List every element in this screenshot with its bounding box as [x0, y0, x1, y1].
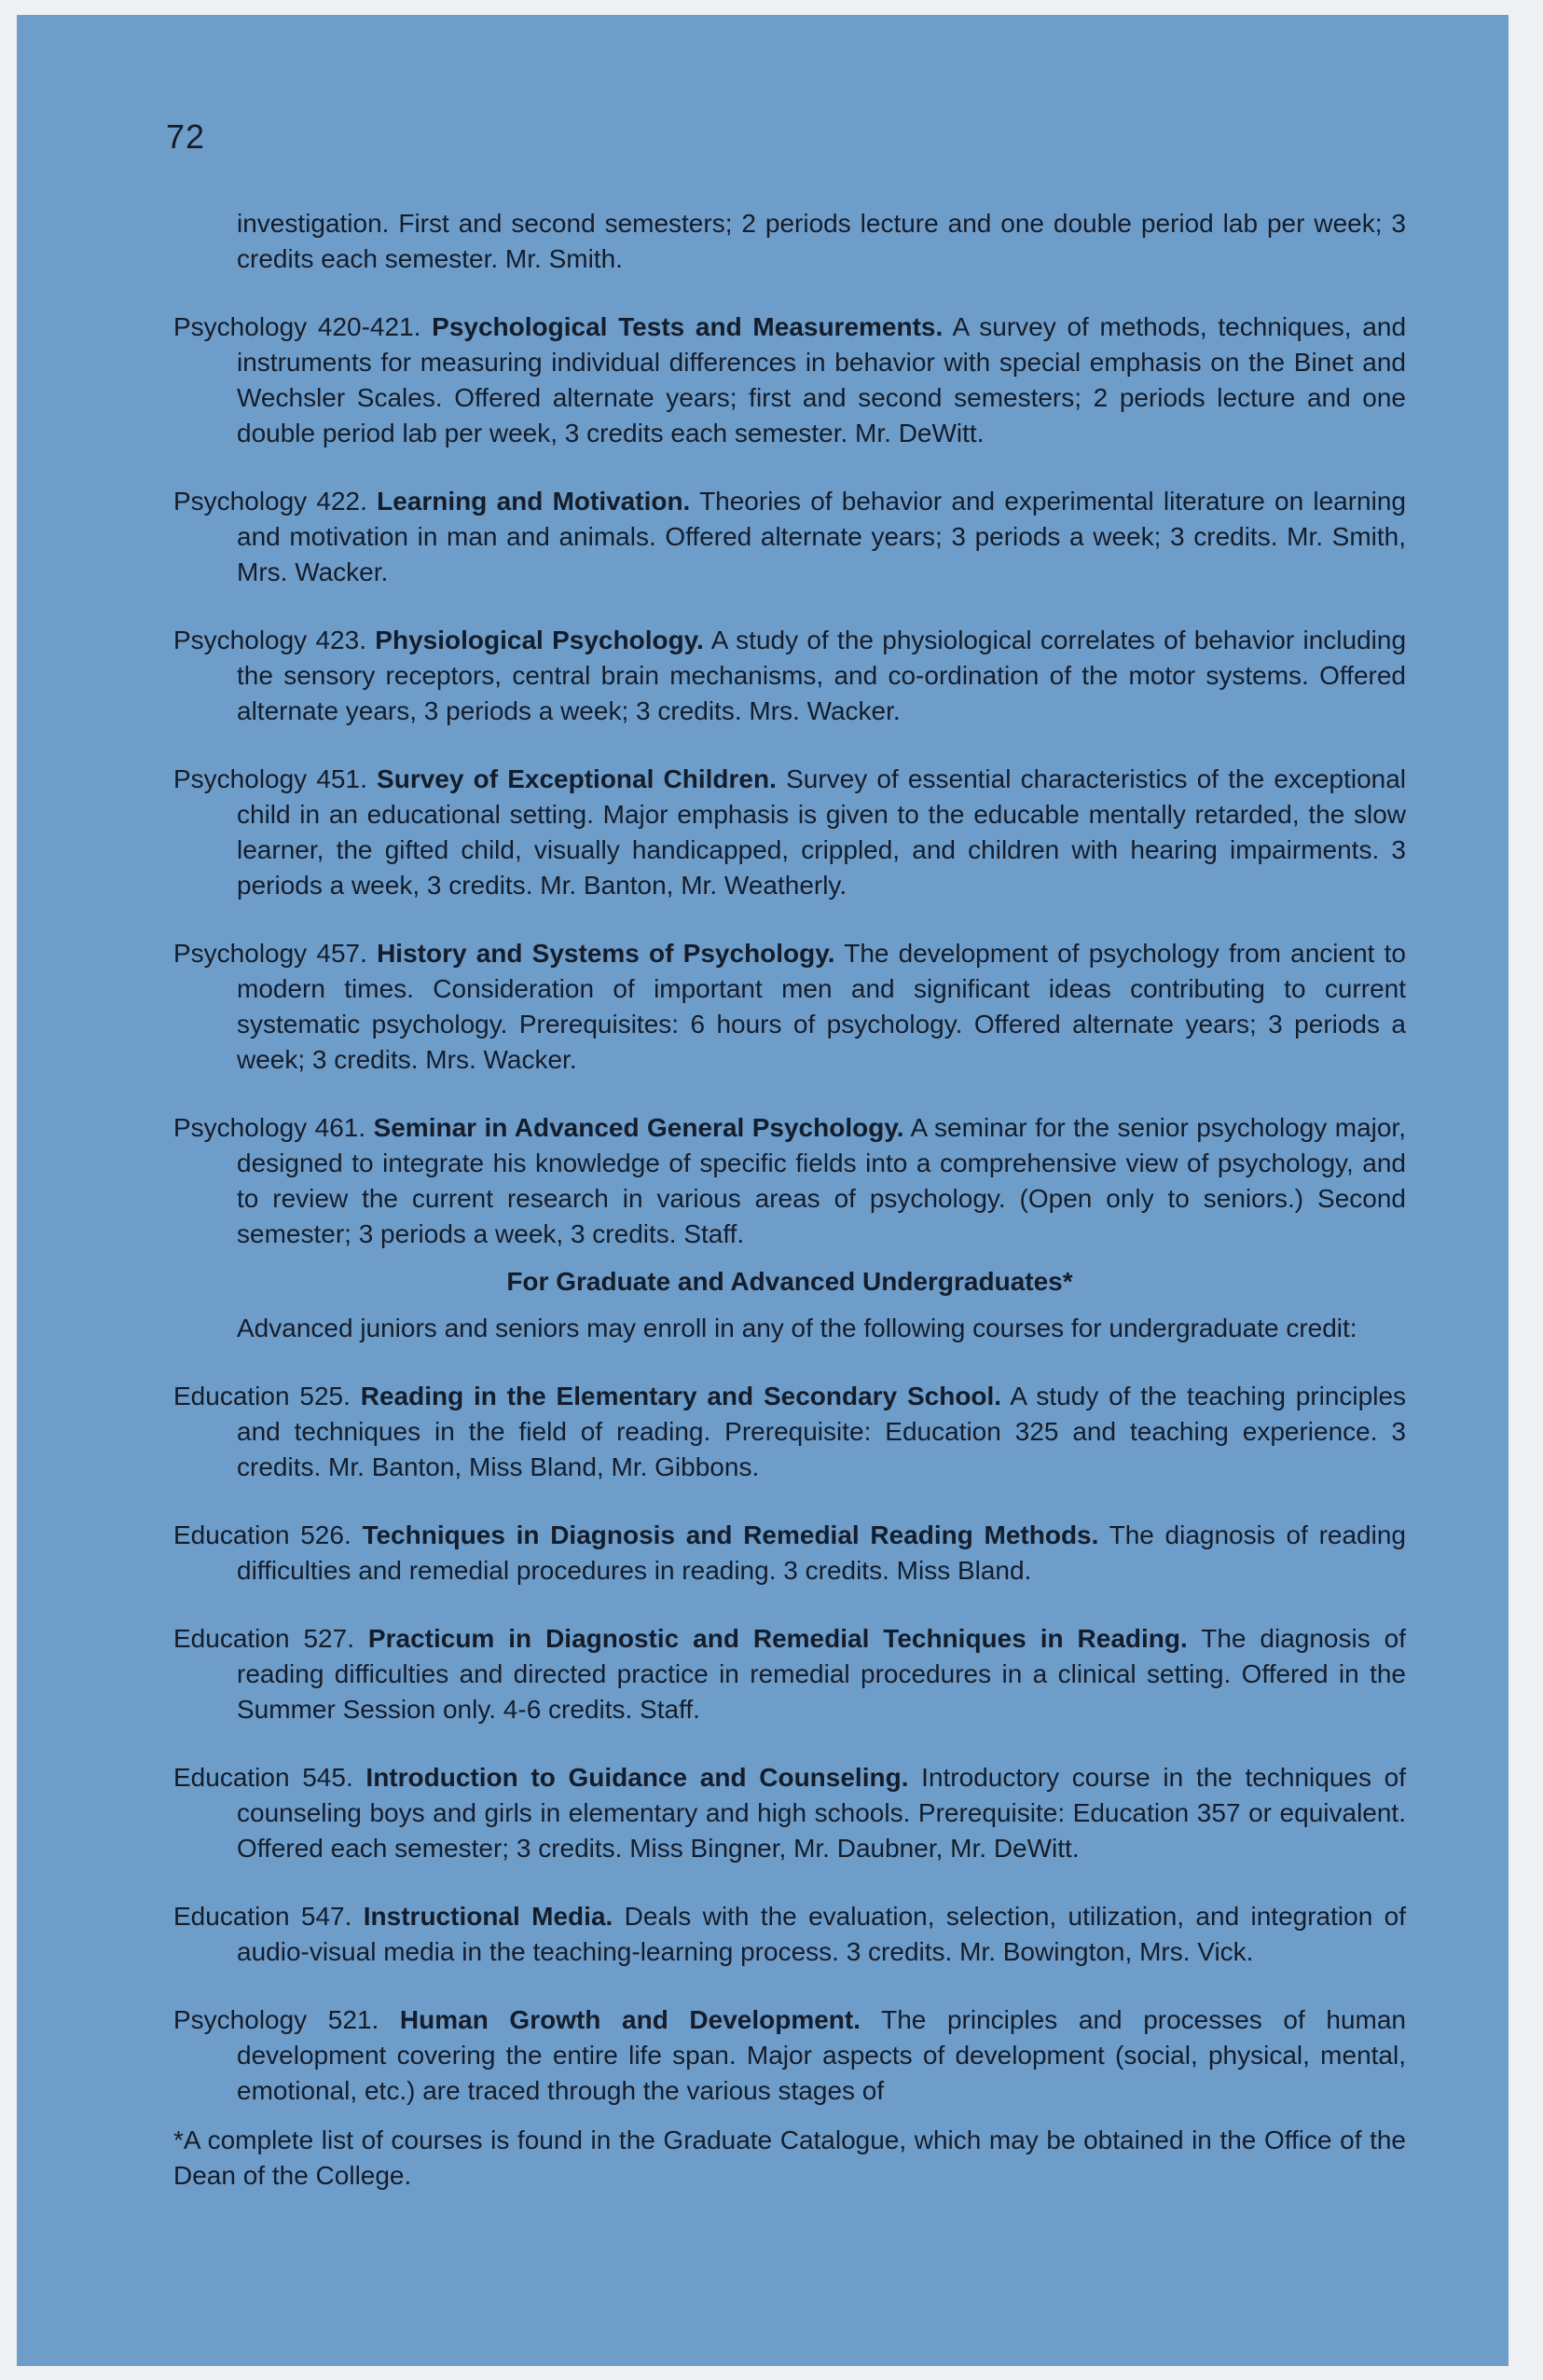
course-title: Psychological Tests and Measurements.: [432, 312, 944, 341]
course-entry: [173, 1760, 1406, 1866]
course-code: Education 547.: [173, 1902, 352, 1931]
course-title: Practicum in Diagnostic and Remedial Techniques in Reading.: [367, 1624, 1188, 1653]
course-entry: [173, 623, 1406, 729]
course-entry: [173, 2002, 1406, 2109]
course-description: The diagnosis of reading difficulties and remedial procedures in reading. 3 credits. Miss Bland.: [237, 1520, 1406, 1585]
course-title: Survey of Exceptional Children.: [377, 764, 777, 793]
course-title: Seminar in Advanced General Psychology.: [373, 1113, 904, 1142]
course-description: A seminar for the senior psychology major, designed to integrate his knowledge of specific fields into a comprehensive view of psychology, and to review the current research in various areas of psychology. (Open only to seniors.) Second semester; 3 periods a week, 3 credits. Staff.: [237, 1113, 1406, 1248]
page-content: [173, 206, 1406, 2194]
course-description: Survey of essential characteristics of the exceptional child in an educational setting. Major emphasis is given to the educable mentally retarded, the slow learner, the gifted child, visually handicapped, crippled, and children with hearing impairments. 3 periods a week, 3 credits. Mr. Banton, Mr. Weatherly.: [237, 764, 1407, 900]
course-description: A study of the physiological correlates of behavior including the sensory receptors, central brain mechanisms, and co-ordination of the motor systems. Offered alternate years, 3 periods a week; 3 credits. Mrs. Wacker.: [237, 626, 1407, 725]
page-number: 72: [166, 117, 206, 156]
course-entry: [173, 762, 1406, 903]
course-code: Psychology 423.: [173, 626, 366, 654]
course-entry: [173, 1379, 1406, 1485]
section-heading: For Graduate and Advanced Undergraduates*: [506, 1267, 1073, 1296]
course-code: Psychology 461.: [173, 1113, 366, 1142]
course-entry: [173, 936, 1406, 1078]
course-code: Psychology 422.: [173, 487, 367, 516]
course-code: Education 525.: [173, 1382, 351, 1410]
footnote: *A complete list of courses is found in the Graduate Catalogue, which may be obtained in the Office of the Dean of the College.: [173, 2125, 1406, 2190]
course-description: Theories of behavior and experimental literature on learning and motivation in man and animals. Offered alternate years; 3 periods a week; 3 credits. Mr. Smith, Mrs. Wacker.: [237, 487, 1406, 586]
course-title: Physiological Psychology.: [375, 626, 704, 654]
course-description: Deals with the evaluation, selection, utilization, and integration of audio-visual media in the teaching-learning process. 3 credits. Mr. Bowington, Mrs. Vick.: [237, 1902, 1406, 1966]
course-code: Psychology 420-421.: [173, 312, 421, 341]
course-title: Learning and Motivation.: [377, 487, 691, 516]
course-entry: [173, 1110, 1406, 1252]
course-entry: [173, 1621, 1406, 1727]
course-description: A study of the teaching principles and techniques in the field of reading. Prerequisite: Education 325 and teaching experience. 3 credits. Mr. Banton, Miss Bland, Mr. Gibbons.: [237, 1382, 1407, 1481]
course-title: History and Systems of Psychology.: [377, 939, 835, 968]
course-title: Reading in the Elementary and Secondary School.: [360, 1382, 1002, 1410]
course-description: The diagnosis of reading difficulties and directed practice in remedial procedures in a clinical setting. Offered in the Summer Session only. 4-6 credits. Staff.: [237, 1624, 1407, 1724]
catalog-page: [17, 15, 1509, 2366]
course-title: Instructional Media.: [363, 1902, 613, 1931]
course-code: Education 527.: [173, 1624, 354, 1653]
course-title: Human Growth and Development.: [399, 2005, 861, 2034]
course-entry: [173, 1518, 1406, 1589]
course-code: Education 545.: [173, 1763, 353, 1792]
course-description: The principles and processes of human development covering the entire life span. Major aspects of development (social, physical, mental, emotional, etc.) are traced through the various stages of: [237, 2005, 1406, 2105]
course-description: Introductory course in the techniques of counseling boys and girls in elementary and high schools. Prerequisite: Education 357 or equivalent. Offered each semester; 3 credits. Miss Bingner, Mr. Daubner, Mr. DeWitt.: [237, 1763, 1406, 1863]
course-title: Introduction to Guidance and Counseling.: [365, 1763, 909, 1792]
course-code: Psychology 451.: [173, 764, 367, 793]
continued-course-text: investigation. First and second semesters; 2 periods lecture and one double period lab per week; 3 credits each semester. Mr. Smith.: [237, 209, 1406, 273]
course-code: Psychology 521.: [173, 2005, 379, 2034]
section-intro: Advanced juniors and seniors may enroll in any of the following courses for undergraduate credit:: [237, 1314, 1357, 1342]
course-description: A survey of methods, techniques, and instruments for measuring individual differences in behavior with special emphasis on the Binet and Wechsler Scales. Offered alternate years; first and second semesters; 2 periods lecture and one double period lab per week, 3 credits each semester. Mr. DeWitt.: [237, 312, 1407, 447]
course-code: Education 526.: [173, 1520, 351, 1549]
course-entry: [173, 484, 1406, 590]
course-entry: [173, 1899, 1406, 1970]
course-entry: [173, 310, 1406, 451]
course-description: The development of psychology from ancient to modern times. Consideration of important men and significant ideas contributing to current systematic psychology. Prerequisites: 6 hours of psychology. Offered alternate years; 3 periods a week; 3 credits. Mrs. Wacker.: [237, 939, 1406, 1074]
course-title: Techniques in Diagnosis and Remedial Reading Methods.: [362, 1520, 1099, 1549]
course-code: Psychology 457.: [173, 939, 367, 968]
